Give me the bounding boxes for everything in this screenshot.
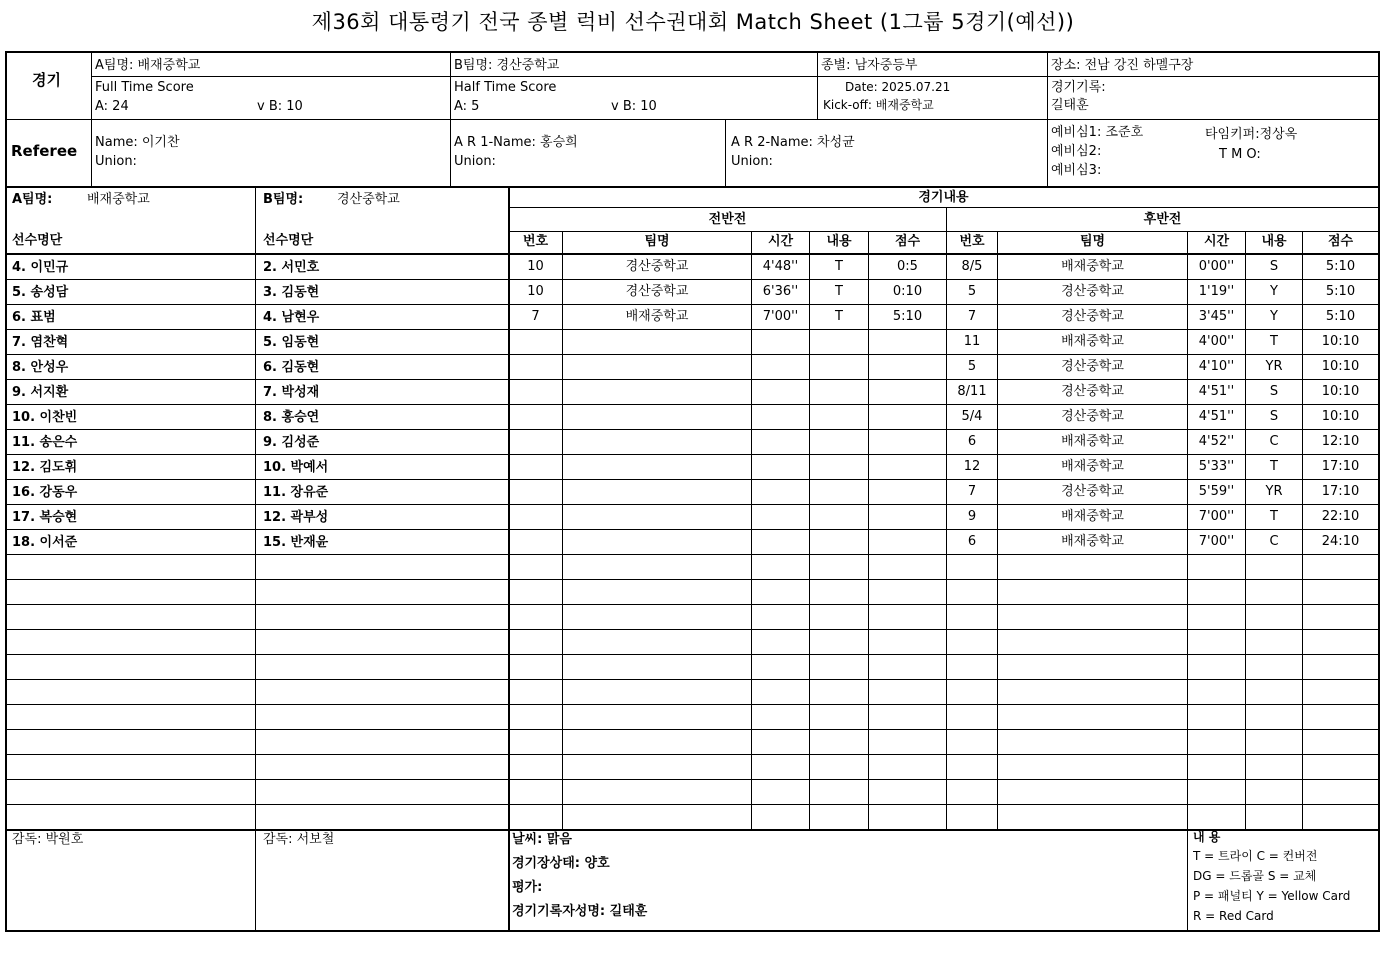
ar1-union: Union:	[454, 154, 496, 169]
game-label: 경기	[32, 71, 61, 89]
team-b-player: 3. 김동현	[263, 285, 320, 300]
second-half-event-cell: 5'59''	[1198, 484, 1235, 499]
second-half-event-cell: 24:10	[1321, 534, 1360, 549]
first-half-col-header: 내용	[826, 234, 852, 249]
second-half-event-cell: 경산중학교	[1061, 359, 1124, 374]
second-half-event-cell: 12:10	[1321, 434, 1360, 449]
team-a-player: 9. 서지환	[12, 385, 69, 400]
second-half-event-cell: 5'33''	[1198, 459, 1235, 474]
ar2-name: A R 2-Name: 차성균	[731, 135, 855, 150]
first-half-event-cell: T	[835, 309, 843, 324]
second-half-event-cell: 7	[967, 309, 977, 324]
venue: 장소: 전남 강진 하멜구장	[1051, 58, 1194, 73]
first-half-event-cell: 7'00''	[762, 309, 799, 324]
reserve-referee-3: 예비심3:	[1051, 163, 1102, 178]
second-half-event-cell: 7'00''	[1198, 534, 1235, 549]
referee-label: Referee	[11, 142, 78, 160]
first-half-event-cell: T	[835, 284, 843, 299]
second-half-event-cell: 4'00''	[1198, 334, 1235, 349]
roster-a-heading: 선수명단	[12, 233, 63, 248]
team-b-player: 4. 남현우	[263, 310, 320, 325]
full-time-score-a: A: 24	[95, 99, 129, 114]
second-half-event-cell: 3'45''	[1198, 309, 1235, 324]
match-date: Date: 2025.07.21	[845, 80, 951, 94]
second-half-event-cell: 8/11	[957, 384, 987, 399]
page-title: 제36회 대통령기 전국 종별 럭비 선수권대회 Match Sheet (1그룹 5경기(예선))	[311, 10, 1075, 34]
first-half-event-cell: 경산중학교	[625, 284, 689, 299]
team-b-player: 5. 임동현	[263, 335, 320, 350]
referee-name: Name: 이기찬	[95, 135, 180, 150]
first-half-event-cell: 0:5	[897, 259, 918, 274]
second-half-event-cell: YR	[1265, 484, 1283, 499]
second-half-event-cell: T	[1270, 459, 1278, 474]
first-half-col-header: 팀명	[644, 234, 670, 249]
team-a-name: A팀명: 배재중학교	[95, 58, 201, 73]
second-half-event-cell: 5:10	[1325, 284, 1356, 299]
team-a-player: 8. 안성우	[12, 360, 69, 375]
second-half-event-cell: T	[1270, 509, 1278, 524]
second-half-event-cell: 6	[967, 434, 977, 449]
second-half-heading: 후반전	[1143, 212, 1182, 227]
team-b-player: 6. 김동현	[263, 360, 320, 375]
second-half-event-cell: 배재중학교	[1061, 459, 1124, 474]
team-a-player: 6. 표범	[12, 310, 56, 325]
second-half-event-cell: 경산중학교	[1061, 409, 1124, 424]
full-time-score-b: v B: 10	[257, 99, 303, 114]
recorder-signature: 경기기록자성명: 길태훈	[512, 904, 648, 919]
second-half-event-cell: 5	[967, 284, 977, 299]
second-half-event-cell: 17:10	[1321, 484, 1360, 499]
tmo: T M O:	[1219, 147, 1261, 162]
second-half-col-header: 점수	[1327, 234, 1354, 249]
second-half-event-cell: 5:10	[1325, 309, 1356, 324]
recorder-label: 경기기록:	[1051, 80, 1106, 95]
legend-line: DG = 드롭골 S = 교체	[1193, 869, 1317, 883]
second-half-event-cell: S	[1269, 259, 1279, 274]
roster-team-a-label: A팀명:	[12, 192, 53, 207]
first-half-col-header: 시간	[767, 234, 794, 249]
second-half-event-cell: 5/4	[961, 409, 983, 424]
roster-team-b-label: B팀명:	[263, 192, 304, 207]
second-half-event-cell: YR	[1265, 359, 1283, 374]
match-events-heading: 경기내용	[918, 190, 969, 205]
second-half-event-cell: 0'00''	[1198, 259, 1235, 274]
team-b-name: B팀명: 경산중학교	[454, 58, 560, 73]
second-half-event-cell: 22:10	[1321, 509, 1360, 524]
second-half-event-cell: C	[1269, 534, 1279, 549]
ar1-name: A R 1-Name: 홍승희	[454, 135, 578, 150]
second-half-event-cell: 10:10	[1321, 409, 1360, 424]
second-half-col-header: 팀명	[1079, 234, 1106, 249]
first-half-event-cell: T	[835, 259, 843, 274]
coach-a: 감독: 박원호	[12, 832, 84, 847]
team-a-player: 18. 이서준	[12, 535, 78, 550]
first-half-heading: 전반전	[708, 212, 747, 227]
team-b-player: 12. 곽부성	[263, 510, 329, 525]
team-a-player: 7. 염찬혁	[12, 335, 69, 350]
second-half-col-header: 번호	[959, 234, 985, 249]
team-a-player: 5. 송성담	[12, 285, 69, 300]
second-half-event-cell: Y	[1270, 309, 1278, 324]
roster-team-b-name: 경산중학교	[337, 192, 400, 207]
team-b-player: 8. 홍승연	[263, 410, 320, 425]
team-a-player: 12. 김도휘	[12, 460, 78, 475]
division: 종별: 남자중등부	[821, 58, 918, 73]
team-b-player: 7. 박성재	[263, 385, 320, 400]
reserve-referee-2: 예비심2:	[1051, 144, 1102, 159]
roster-b-heading: 선수명단	[263, 233, 314, 248]
first-half-col-header: 번호	[522, 234, 549, 249]
kickoff: Kick-off: 배재중학교	[823, 98, 934, 112]
second-half-event-cell: 4'10''	[1198, 359, 1235, 374]
team-a-player: 16. 강동우	[12, 485, 78, 500]
second-half-event-cell: 17:10	[1321, 459, 1360, 474]
second-half-event-cell: 배재중학교	[1061, 334, 1124, 349]
field-condition: 경기장상태: 양호	[512, 856, 610, 871]
first-half-event-cell: 4'48''	[762, 259, 799, 274]
evaluation: 평가:	[512, 880, 543, 895]
team-b-player: 15. 반재윤	[263, 535, 329, 550]
ar2-union: Union:	[731, 154, 773, 169]
second-half-col-header: 내용	[1261, 234, 1287, 249]
full-time-score-label: Full Time Score	[95, 80, 194, 95]
coach-b: 감독: 서보철	[263, 832, 335, 847]
first-half-event-cell: 10	[527, 259, 544, 274]
reserve-referee-1: 예비심1: 조준호	[1051, 125, 1144, 140]
team-b-player: 9. 김성준	[263, 435, 320, 450]
second-half-event-cell: T	[1270, 334, 1278, 349]
second-half-event-cell: Y	[1270, 284, 1278, 299]
second-half-event-cell: 10:10	[1321, 359, 1360, 374]
second-half-event-cell: 5:10	[1325, 259, 1356, 274]
half-time-score-label: Half Time Score	[454, 80, 557, 95]
legend-line: P = 패널티 Y = Yellow Card	[1193, 889, 1351, 903]
referee-union: Union:	[95, 154, 137, 169]
half-time-score-b: v B: 10	[611, 99, 657, 114]
second-half-event-cell: 배재중학교	[1061, 259, 1124, 274]
recorder-name: 길태훈	[1051, 98, 1089, 113]
first-half-event-cell: 경산중학교	[625, 259, 689, 274]
timekeeper: 타임키퍼:정상옥	[1205, 127, 1298, 142]
second-half-event-cell: 4'51''	[1198, 384, 1235, 399]
second-half-event-cell: 10:10	[1321, 384, 1360, 399]
team-b-player: 10. 박예서	[263, 460, 329, 475]
first-half-event-cell: 5:10	[892, 309, 923, 324]
first-half-event-cell: 10	[527, 284, 544, 299]
second-half-event-cell: 10:10	[1321, 334, 1360, 349]
second-half-event-cell: 1'19''	[1198, 284, 1235, 299]
second-half-event-cell: 5	[967, 359, 977, 374]
legend-line: R = Red Card	[1193, 909, 1274, 923]
first-half-col-header: 점수	[894, 234, 921, 249]
team-b-player: 11. 장유준	[263, 485, 329, 500]
weather: 날씨: 맑음	[512, 832, 572, 847]
second-half-event-cell: 12	[963, 459, 981, 474]
second-half-event-cell: C	[1269, 434, 1279, 449]
team-a-player: 11. 송은수	[12, 435, 78, 450]
second-half-col-header: 시간	[1203, 234, 1230, 249]
team-a-player: 10. 이찬빈	[12, 410, 78, 425]
second-half-event-cell: 경산중학교	[1061, 284, 1124, 299]
legend-title: 내 용	[1193, 830, 1221, 844]
second-half-event-cell: 8/5	[961, 259, 983, 274]
second-half-event-cell: 경산중학교	[1061, 309, 1124, 324]
second-half-event-cell: 7	[967, 484, 977, 499]
second-half-event-cell: 배재중학교	[1061, 509, 1124, 524]
second-half-event-cell: 배재중학교	[1061, 434, 1124, 449]
team-b-player: 2. 서민호	[263, 260, 320, 275]
second-half-event-cell: 배재중학교	[1061, 534, 1124, 549]
second-half-event-cell: 6	[967, 534, 977, 549]
team-a-player: 17. 복승현	[12, 510, 78, 525]
roster-team-a-name: 배재중학교	[87, 192, 150, 207]
half-time-score-a: A: 5	[454, 99, 480, 114]
second-half-event-cell: 7'00''	[1198, 509, 1235, 524]
second-half-event-cell: 4'52''	[1198, 434, 1235, 449]
second-half-event-cell: 9	[967, 509, 977, 524]
team-a-player: 4. 이민규	[12, 260, 69, 275]
legend-line: T = 트라이 C = 컨버전	[1193, 849, 1318, 863]
second-half-event-cell: S	[1269, 409, 1279, 424]
second-half-event-cell: 경산중학교	[1061, 384, 1124, 399]
first-half-event-cell: 0:10	[892, 284, 923, 299]
second-half-event-cell: 경산중학교	[1061, 484, 1124, 499]
second-half-event-cell: S	[1269, 384, 1279, 399]
first-half-event-cell: 배재중학교	[625, 309, 689, 324]
second-half-event-cell: 4'51''	[1198, 409, 1235, 424]
match-sheet	[5, 51, 1380, 932]
second-half-event-cell: 11	[963, 334, 981, 349]
first-half-event-cell: 7	[531, 309, 540, 324]
first-half-event-cell: 6'36''	[762, 284, 799, 299]
